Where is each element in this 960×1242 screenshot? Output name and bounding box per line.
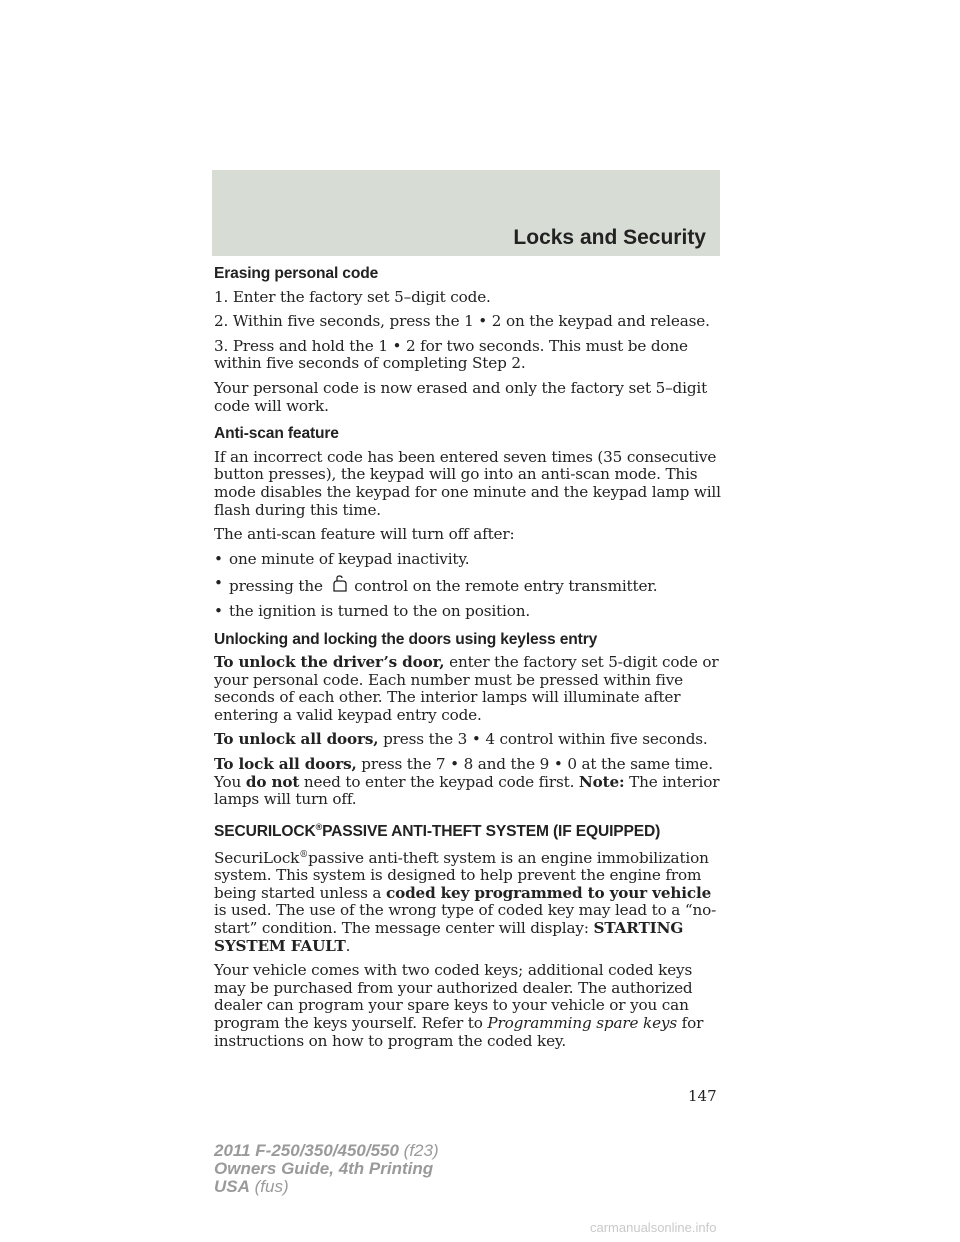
erase-step-3: 3. Press and hold the 1 • 2 for two seconds. This must be done within five seconds of completing Step 2. [214, 336, 688, 373]
heading-keyless-entry: Unlocking and locking the doors using keyless entry [214, 630, 598, 648]
lock-all-doors-paragraph: To lock all doors, press the 7 • 8 and the 9 • 0 at the same time. You do not need to enter the keypad code first. Note: The interior lamps will turn off. [214, 755, 720, 809]
bullet-item [214, 603, 724, 621]
unlock-all-doors-paragraph: To unlock all doors, press the 3 • 4 control within five seconds. [214, 730, 708, 749]
bullet-text: one minute of keypad inactivity. [229, 549, 470, 568]
bullet-dot: • [214, 574, 223, 593]
heading-anti-scan: Anti-scan feature [214, 425, 339, 443]
page-content [214, 265, 724, 1057]
heading-securilock: SECURILOCK®PASSIVE ANTI-THEFT SYSTEM (IF EQUIPPED) [214, 821, 661, 841]
watermark: carmanualsonline.info [590, 1220, 717, 1235]
erase-step-1: 1. Enter the factory set 5–digit code. [214, 287, 491, 306]
bullet-item [214, 551, 724, 569]
securilock-paragraph-2: Your vehicle comes with two coded keys; additional coded keys may be purchased from your authorized dealer. The authorized dealer can program your spare keys to your vehicle or you can program the keys yourself. Refer to Programming spare keys for instructions on how to program the coded key. [214, 961, 704, 1050]
page-number: 147 [688, 1087, 717, 1105]
section-header-band [212, 170, 720, 256]
erase-result: Your personal code is now erased and only the factory set 5–digit code will work. [214, 378, 708, 415]
unlock-remote-icon [328, 575, 350, 593]
unlock-driver-door-paragraph: To unlock the driver’s door, enter the factory set 5-digit code or your personal code. Each number must be pressed within five seconds of each other. The interior lamps will illuminate after entering a valid keypad entry code. [214, 653, 719, 724]
bullet-text: pressing the control on the remote entry transmitter. [229, 577, 658, 596]
anti-scan-paragraph: If an incorrect code has been entered seven times (35 consecutive button presses), the keypad will go into an anti-scan mode. This mode disables the keypad for one minute and the keypad lamp will flash during this time. [214, 447, 721, 519]
heading-erasing-personal-code: Erasing personal code [214, 265, 379, 282]
bullet-text: the ignition is turned to the on position. [229, 601, 531, 620]
anti-scan-intro: The anti-scan feature will turn off after: [214, 525, 515, 544]
bullet-dot: • [214, 549, 223, 568]
securilock-paragraph-1: SecuriLock®passive anti-theft system is an engine immobilization system. This system is designed to help prevent the engine from being started unless a coded key programmed to your vehicle is used. The use of the wrong type of coded key may lead to a “no-start” condition. The message center will display: STARTING SYSTEM FAULT. [214, 848, 717, 955]
bullet-dot: • [214, 601, 223, 620]
erase-step-2: 2. Within five seconds, press the 1 • 2 on the keypad and release. [214, 312, 710, 331]
section-title: Locks and Security [513, 226, 706, 249]
bullet-item [214, 575, 724, 596]
document-footer: 2011 F-250/350/450/550 (f23) Owners Guide, 4th Printing USA (fus) [214, 1141, 439, 1196]
